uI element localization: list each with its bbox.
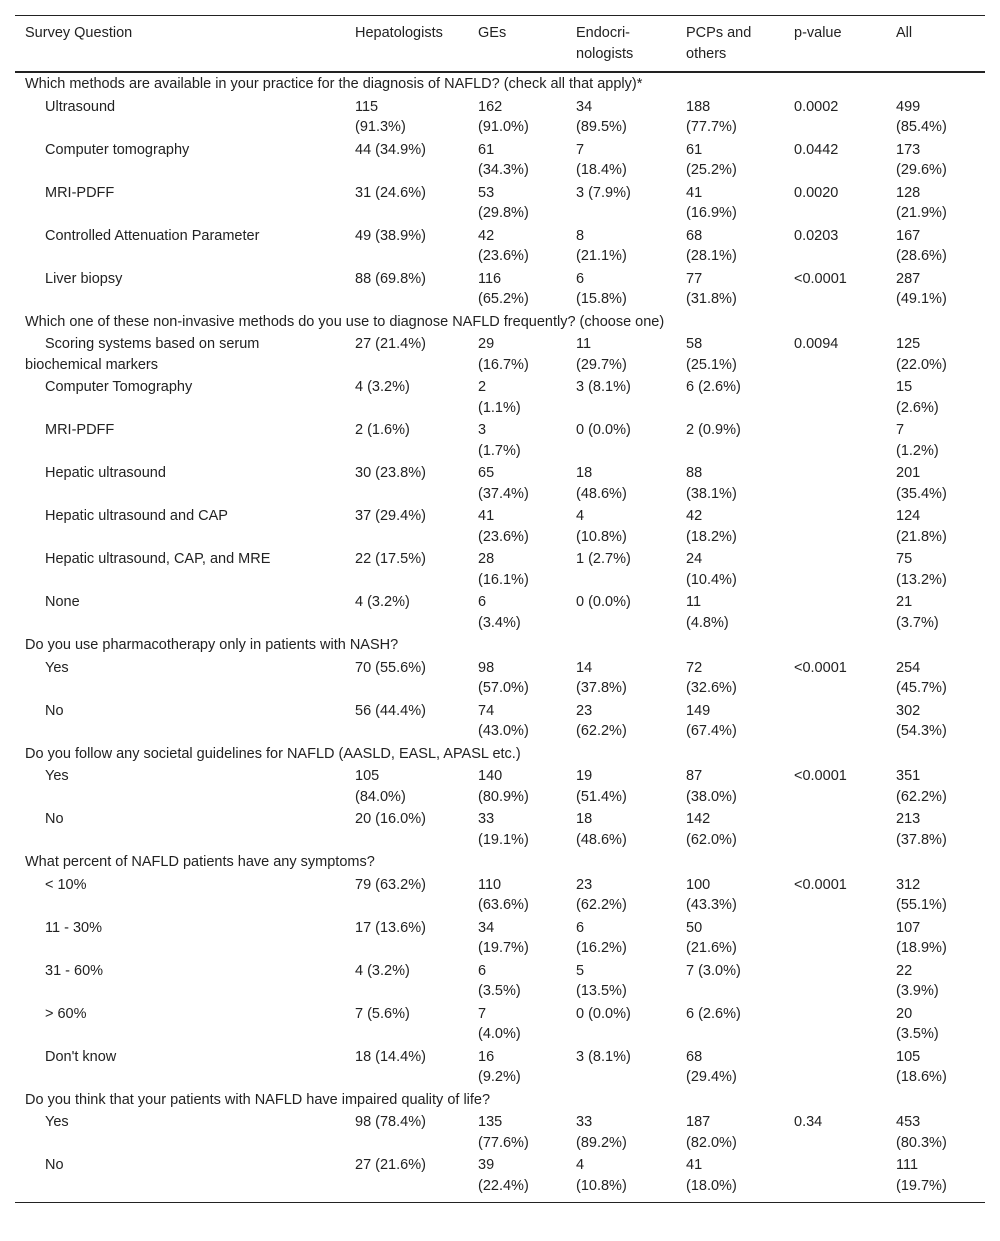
endocrinologists-value: 5 (13.5%) [576,962,627,999]
table-row [15,1111,985,1154]
ges-value: 74 (43.0%) [478,702,529,739]
all-value: 499 (85.4%) [896,98,947,135]
table-row [15,96,985,139]
endocrinologists-value: 18 (48.6%) [576,811,627,848]
answer-option: < 10% [45,876,87,893]
pcps-value: 41 (16.9%) [686,184,737,221]
table-row [15,376,985,419]
answer-option: Yes [45,768,69,784]
hepatologists-value: 49 (38.9%) [355,227,426,244]
table-row [15,808,985,851]
p-value: 0.0002 [794,98,839,115]
ges-value: 98 (57.0%) [478,659,529,696]
all-value: 128 (21.9%) [896,184,947,221]
pcps-value: 42 (18.2%) [686,508,737,545]
answer-option: Liver biopsy [45,270,123,287]
hepatologists-value: 105 (84.0%) [355,768,406,805]
table-row [15,1046,985,1089]
hepatologists-value: 20 (16.0%) [355,811,426,827]
ges-value: 110 (63.6%) [478,876,529,913]
endocrinologists-value: 6 (15.8%) [576,270,627,307]
endocrinologists-value: 14 (37.8%) [576,659,627,696]
answer-option: Yes [45,659,69,676]
endocrinologists-value: 8 (21.1%) [576,227,627,264]
pcps-value: 68 (28.1%) [686,227,737,264]
hepatologists-value: 30 (23.8%) [355,465,426,481]
hepatologists-value: 4 (3.2%) [355,379,410,395]
pcps-value: 187 (82.0%) [686,1114,737,1151]
all-value: 15 (2.6%) [896,379,939,416]
hepatologists-value: 18 (14.4%) [355,1048,426,1065]
all-value: 302 (54.3%) [896,702,947,739]
p-value: <0.0001 [794,659,847,676]
pcps-value: 61 (25.2%) [686,141,737,178]
all-value: 22 (3.9%) [896,962,939,999]
table-row [15,548,985,591]
table-row [15,657,985,700]
p-value [784,419,886,462]
table-row [15,1003,985,1046]
section-question: Which methods are available in your practice for the diagnosis of NAFLD? (check all that apply)* [25,76,643,92]
hepatologists-value: 79 (63.2%) [355,876,426,893]
hepatologists-value: 37 (29.4%) [355,508,426,524]
all-value: 287 (49.1%) [896,270,947,307]
pcps-value: 58 (25.1%) [686,336,737,373]
p-value [784,591,886,634]
endocrinologists-value: 3 (8.1%) [576,379,631,395]
p-value [784,808,886,851]
all-value: 111 (19.7%) [896,1157,947,1194]
header-row [15,16,985,73]
table-row [15,765,985,808]
pcps-value: 87 (38.0%) [686,768,737,805]
p-value: 0.0094 [794,336,839,352]
p-value: 0.0442 [794,141,839,158]
all-value: 75 (13.2%) [896,551,947,588]
header-all: All [896,25,913,41]
ges-value: 61 (34.3%) [478,141,529,178]
section-question-row [15,851,985,874]
ges-value: 41 (23.6%) [478,508,529,545]
table-row [15,1154,985,1203]
answer-option: 31 - 60% [45,962,104,979]
header-ges: GEs [478,25,507,41]
ges-value: 39 (22.4%) [478,1157,529,1194]
hepatologists-value: 7 (5.6%) [355,1005,410,1022]
table-row [15,591,985,634]
endocrinologists-value: 7 (18.4%) [576,141,627,178]
endocrinologists-value: 18 (48.6%) [576,465,627,502]
endocrinologists-value: 23 (62.2%) [576,702,627,739]
ges-value: 33 (19.1%) [478,811,529,848]
ges-value: 53 (29.8%) [478,184,529,221]
ges-value: 42 (23.6%) [478,227,529,264]
hepatologists-value: 56 (44.4%) [355,702,426,719]
answer-option: MRI-PDFF [45,422,115,438]
p-value [784,462,886,505]
all-value: 105 (18.6%) [896,1048,947,1085]
hepatologists-value: 22 (17.5%) [355,551,426,567]
answer-option: None [45,594,80,610]
endocrinologists-value: 33 (89.2%) [576,1114,627,1151]
survey-table [15,15,985,1203]
table-row [15,874,985,917]
answer-option: No [45,811,64,827]
table-row [15,462,985,505]
endocrinologists-value: 23 (62.2%) [576,876,627,913]
ges-value: 2 (1.1%) [478,379,521,416]
section-question-row [15,743,985,766]
all-value: 213 (37.8%) [896,811,947,848]
table-body [15,72,985,1203]
answer-option: No [45,702,64,719]
p-value: 0.34 [794,1114,823,1130]
hepatologists-value: 27 (21.6%) [355,1157,426,1173]
table-row [15,225,985,268]
all-value: 201 (35.4%) [896,465,947,502]
table-row [15,505,985,548]
p-value: <0.0001 [794,768,847,784]
header-p-value: p-value [794,25,842,41]
pcps-value: 24 (10.4%) [686,551,737,588]
header-endocrinologists: Endocri- nologists [576,25,634,62]
answer-option: > 60% [45,1005,87,1022]
ges-value: 7 (4.0%) [478,1005,521,1042]
pcps-value: 149 (67.4%) [686,702,737,739]
ges-value: 162 (91.0%) [478,98,529,135]
hepatologists-value: 115 (91.3%) [355,98,406,135]
all-value: 167 (28.6%) [896,227,947,264]
table-row [15,182,985,225]
answer-option: Hepatic ultrasound and CAP [45,508,228,524]
p-value [784,960,886,1003]
ges-value: 6 (3.4%) [478,594,521,631]
header-hepatologists: Hepatologists [355,25,443,41]
endocrinologists-value: 0 (0.0%) [576,594,631,610]
all-value: 351 (62.2%) [896,768,947,805]
p-value [784,1003,886,1046]
pcps-value: 72 (32.6%) [686,659,737,696]
table-row [15,333,985,376]
p-value [784,1046,886,1089]
endocrinologists-value: 19 (51.4%) [576,768,627,805]
section-question: Do you follow any societal guidelines for NAFLD (AASLD, EASL, APASL etc.) [25,745,521,762]
hepatologists-value: 70 (55.6%) [355,659,426,676]
endocrinologists-value: 6 (16.2%) [576,919,627,956]
ges-value: 28 (16.1%) [478,551,529,588]
p-value [784,376,886,419]
p-value: <0.0001 [794,876,847,893]
answer-option: Computer tomography [45,141,190,158]
all-value: 312 (55.1%) [896,876,947,913]
pcps-value: 68 (29.4%) [686,1048,737,1085]
endocrinologists-value: 0 (0.0%) [576,422,631,438]
endocrinologists-value: 4 (10.8%) [576,1157,627,1194]
answer-option: Scoring systems based on serum biochemical markers [25,336,260,373]
endocrinologists-value: 11 (29.7%) [576,336,627,373]
ges-value: 135 (77.6%) [478,1114,529,1151]
pcps-value: 7 (3.0%) [686,962,741,979]
all-value: 20 (3.5%) [896,1005,939,1042]
answer-option: 11 - 30% [45,919,102,936]
p-value [784,1154,886,1203]
pcps-value: 77 (31.8%) [686,270,737,307]
all-value: 7 (1.2%) [896,422,939,459]
section-question: What percent of NAFLD patients have any symptoms? [25,854,375,870]
section-question-row [15,72,985,96]
table-header [15,16,985,73]
section-question: Do you think that your patients with NAFLD have impaired quality of life? [25,1091,491,1108]
pcps-value: 88 (38.1%) [686,465,737,502]
all-value: 173 (29.6%) [896,141,947,178]
endocrinologists-value: 34 (89.5%) [576,98,627,135]
endocrinologists-value: 0 (0.0%) [576,1005,631,1022]
table-row [15,268,985,311]
hepatologists-value: 31 (24.6%) [355,184,426,201]
pcps-value: 142 (62.0%) [686,811,737,848]
pcps-value: 2 (0.9%) [686,422,741,438]
hepatologists-value: 4 (3.2%) [355,594,410,610]
table-row [15,917,985,960]
p-value [784,548,886,591]
p-value [784,700,886,743]
all-value: 21 (3.7%) [896,594,939,631]
p-value: <0.0001 [794,270,847,287]
header-survey-question: Survey Question [25,25,133,41]
answer-option: Computer Tomography [45,379,193,395]
p-value [784,917,886,960]
all-value: 125 (22.0%) [896,336,947,373]
endocrinologists-value: 3 (8.1%) [576,1048,631,1065]
p-value [784,505,886,548]
ges-value: 116 (65.2%) [478,270,529,307]
all-value: 453 (80.3%) [896,1114,947,1151]
table-row [15,700,985,743]
all-value: 124 (21.8%) [896,508,947,545]
pcps-value: 50 (21.6%) [686,919,737,956]
answer-option: Don't know [45,1048,117,1065]
survey-table-container [15,15,985,1203]
hepatologists-value: 17 (13.6%) [355,919,426,936]
table-row [15,419,985,462]
section-question: Do you use pharmacotherapy only in patients with NASH? [25,637,399,653]
answer-option: Yes [45,1114,69,1130]
pcps-value: 41 (18.0%) [686,1157,737,1194]
header-pcps-and-others: PCPs and others [686,25,752,62]
answer-option: Ultrasound [45,98,116,115]
section-question-row [15,1089,985,1112]
hepatologists-value: 4 (3.2%) [355,962,410,979]
answer-option: Hepatic ultrasound [45,465,166,481]
ges-value: 34 (19.7%) [478,919,529,956]
ges-value: 16 (9.2%) [478,1048,521,1085]
pcps-value: 6 (2.6%) [686,379,741,395]
ges-value: 140 (80.9%) [478,768,529,805]
endocrinologists-value: 3 (7.9%) [576,184,631,201]
answer-option: Hepatic ultrasound, CAP, and MRE [45,551,271,567]
pcps-value: 11 (4.8%) [686,594,729,631]
answer-option: MRI-PDFF [45,184,115,201]
section-question: Which one of these non-invasive methods do you use to diagnose NAFLD frequently? (choose one) [25,313,665,330]
ges-value: 29 (16.7%) [478,336,529,373]
hepatologists-value: 44 (34.9%) [355,141,426,158]
hepatologists-value: 2 (1.6%) [355,422,410,438]
table-row [15,960,985,1003]
hepatologists-value: 98 (78.4%) [355,1114,426,1130]
endocrinologists-value: 4 (10.8%) [576,508,627,545]
endocrinologists-value: 1 (2.7%) [576,551,631,567]
ges-value: 65 (37.4%) [478,465,529,502]
answer-option: No [45,1157,64,1173]
all-value: 254 (45.7%) [896,659,947,696]
hepatologists-value: 27 (21.4%) [355,336,426,352]
ges-value: 6 (3.5%) [478,962,521,999]
p-value: 0.0020 [794,184,839,201]
hepatologists-value: 88 (69.8%) [355,270,426,287]
p-value: 0.0203 [794,227,839,244]
ges-value: 3 (1.7%) [478,422,521,459]
section-question-row [15,311,985,334]
table-row [15,139,985,182]
pcps-value: 188 (77.7%) [686,98,737,135]
section-question-row [15,634,985,657]
answer-option: Controlled Attenuation Parameter [45,227,260,244]
pcps-value: 100 (43.3%) [686,876,737,913]
pcps-value: 6 (2.6%) [686,1005,741,1022]
all-value: 107 (18.9%) [896,919,947,956]
